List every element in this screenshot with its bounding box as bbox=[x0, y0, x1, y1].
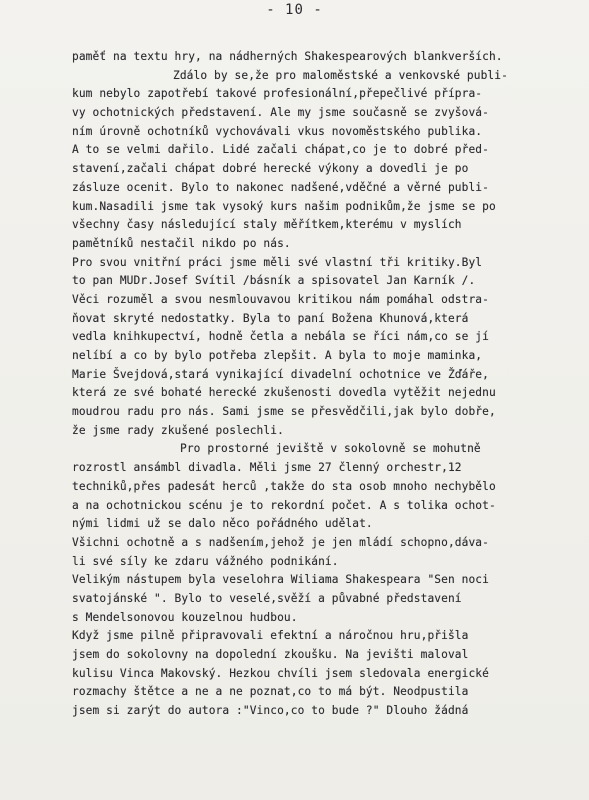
text-line: Všichni ochotně a s nadšením,jehož je jen mládí schopno,dáva- bbox=[72, 535, 489, 549]
text-line: Zdálo by se,že pro maloměstské a venkovské publi- bbox=[173, 68, 508, 82]
text-line: Věci rozuměl a svou nesmlouvavou kritikou nám pomáhal odstra- bbox=[72, 292, 489, 306]
text-line: ním úrovně ochotníků vychovávali vkus novoměstského publika. bbox=[72, 124, 483, 138]
text-line: Marie Švejdová,stará vynikající divadelní ochotnice ve Žďáře, bbox=[72, 367, 489, 381]
text-body bbox=[0, 48, 589, 721]
text-line: rozmachy štětce a ne a ne poznat,co to má být. Neodpustila bbox=[72, 685, 469, 699]
text-line: která ze své bohaté herecké zkušenosti dovedla vytěžit nejednu bbox=[72, 386, 496, 400]
text-line: nelíbí a co by bylo potřeba zlepšit. A byla to moje maminka, bbox=[72, 349, 483, 362]
text-line: a na ochotnickou scénu je to rekordní počet. A s tolika ochot- bbox=[72, 498, 496, 512]
text-line: kulisu Vinca Makovský. Hezkou chvíli jsem sledovala energické bbox=[72, 666, 489, 680]
text-line: paměť na textu hry, na nádherných Shakespearových blankverších. bbox=[72, 50, 503, 63]
text-line: moudrou radu pro nás. Sami jsme se přesvědčili,jak bylo dobře, bbox=[72, 405, 496, 419]
text-line: Pro prostorné jeviště v sokolovně se mohutně bbox=[180, 442, 481, 456]
text-line: to pan MUDr.Josef Svítil /básník a spisovatel Jan Karník /. bbox=[72, 274, 476, 288]
text-line: nými lidmi už se dalo něco pořádného udělat. bbox=[72, 517, 373, 531]
text-line: že jsme rady zkušené poslechli. bbox=[72, 423, 284, 437]
text-line: ňovat skryté nedostatky. Byla to paní Božena Khunová,která bbox=[72, 311, 469, 325]
text-line: jsem do sokolovny na dopolední zkoušku. Na jevišti maloval bbox=[72, 648, 469, 661]
text-line: vy ochotnických představení. Ale my jsme současně se zvyšová- bbox=[72, 106, 489, 120]
text-line: kum nebylo zapotřebí takové profesionální,přepečlivé přípra- bbox=[72, 87, 483, 101]
text-line: stavení,začali chápat dobré herecké výkony a dovedli je po bbox=[72, 162, 469, 176]
text-line: kum.Nasadili jsme tak vysoký kurs našim podnikům,že jsme se po bbox=[72, 199, 496, 213]
text-line: Když jsme pilně připravovali efektní a náročnou hru,přišla bbox=[72, 629, 469, 643]
text-line: s Mendelsonovou kouzelnou hudbou. bbox=[72, 610, 298, 624]
text-line: pamětníků nestačil nikdo po nás. bbox=[72, 236, 291, 250]
text-line: svatojánské ". Bylo to veselé,svěží a půvabné představení bbox=[72, 591, 462, 605]
text-line: vedla knihkupectví, hodně četla a nebála se říci nám,co se jí bbox=[72, 330, 489, 344]
page-number: - 10 - bbox=[266, 2, 323, 18]
text-line: li své síly ke zdaru vážného podnikání. bbox=[72, 554, 339, 568]
text-line: techniků,přes padesát herců ,takže do sta osob mnoho nechybělo bbox=[72, 479, 496, 493]
text-line: A to se velmi dařilo. Lidé začali chápat,co je to dobré před- bbox=[72, 143, 489, 157]
text-line: rozrostl ansámbl divadla. Měli jsme 27 členný orchestr,12 bbox=[72, 461, 462, 475]
text-line: Velikým nástupem byla veselohra Wiliama Shakespeara "Sen noci bbox=[72, 573, 489, 587]
text-line: jsem si zarýt do autora :"Vinco,co to bude ?" Dlouho žádná bbox=[72, 704, 469, 718]
text-line: zásluze ocenit. Bylo to nakonec nadšené,vděčné a věrné publi- bbox=[72, 180, 489, 194]
text-line: Pro svou vnitřní práci jsme měli své vlastní tři kritiky.Byl bbox=[72, 255, 483, 269]
text-line: všechny časy následující staly měřítkem,kterému v myslích bbox=[72, 218, 462, 232]
